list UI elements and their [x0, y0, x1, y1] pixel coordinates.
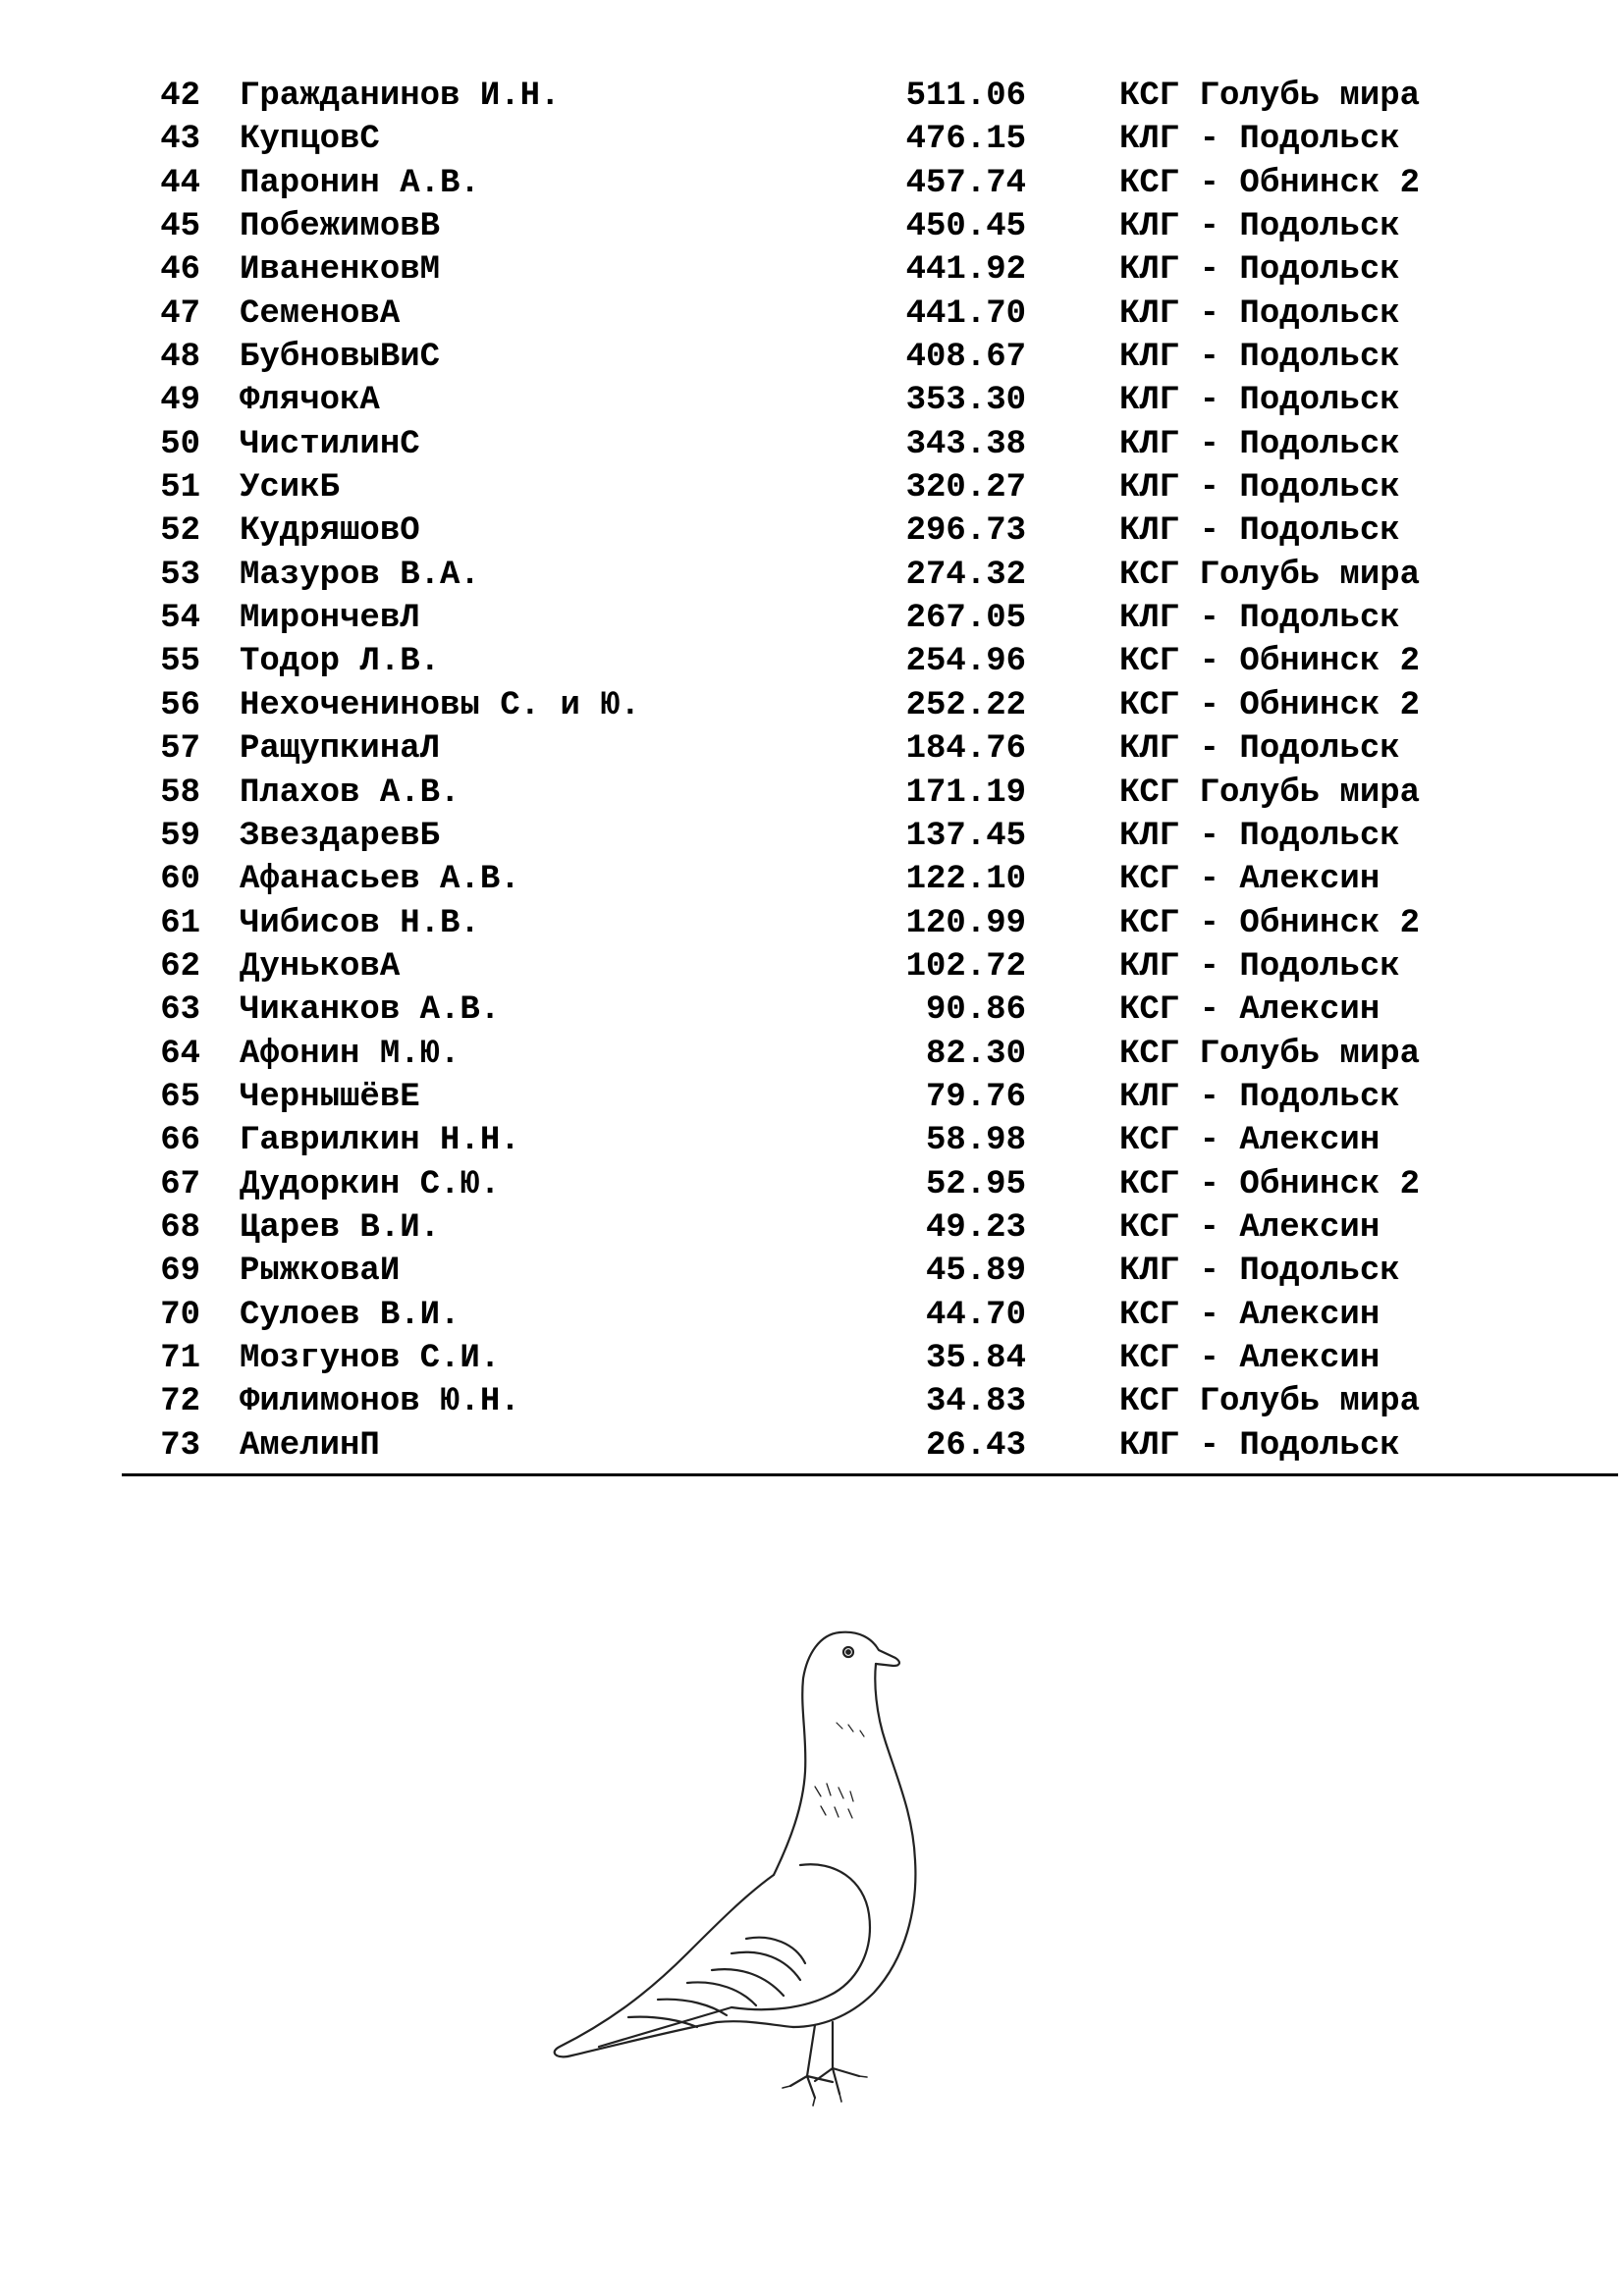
- score-cell: 52.95: [925, 1165, 1026, 1203]
- rank-cell: 65: [160, 1078, 200, 1116]
- table-row: [0, 423, 1624, 466]
- name-cell: Мазуров В.А.: [240, 556, 480, 594]
- name-cell: КупцовС: [240, 121, 380, 159]
- name-cell: ИваненковМ: [240, 251, 441, 290]
- club-cell: КЛГ - Подольск: [1119, 1426, 1400, 1465]
- club-cell: КСГ - Алексин: [1119, 1339, 1380, 1377]
- rank-cell: 66: [160, 1122, 200, 1160]
- score-cell: 457.74: [905, 164, 1026, 202]
- rank-cell: 52: [160, 512, 200, 551]
- table-row: [0, 1076, 1624, 1119]
- table-row: [0, 902, 1624, 945]
- rank-cell: 57: [160, 730, 200, 769]
- name-cell: АмелинП: [240, 1426, 380, 1465]
- rank-cell: 59: [160, 817, 200, 855]
- rank-cell: 56: [160, 686, 200, 724]
- rank-cell: 47: [160, 294, 200, 333]
- name-cell: Дудоркин С.Ю.: [240, 1165, 501, 1203]
- rank-cell: 69: [160, 1253, 200, 1291]
- score-cell: 171.19: [905, 774, 1026, 812]
- club-cell: КСГ - Обнинск 2: [1119, 904, 1421, 942]
- rank-cell: 46: [160, 251, 200, 290]
- table-bottom-rule: [122, 1473, 1618, 1476]
- club-cell: КСГ Голубь мира: [1119, 1383, 1421, 1421]
- name-cell: Гражданинов И.Н.: [240, 78, 561, 115]
- table-row: [0, 640, 1624, 683]
- rank-cell: 50: [160, 425, 200, 463]
- score-cell: 511.06: [905, 78, 1026, 115]
- table-row: [0, 248, 1624, 292]
- name-cell: Чибисов Н.В.: [240, 904, 480, 942]
- rank-cell: 67: [160, 1165, 200, 1203]
- club-cell: КЛГ - Подольск: [1119, 251, 1400, 290]
- score-cell: 267.05: [905, 600, 1026, 638]
- club-cell: КСГ - Алексин: [1119, 1296, 1380, 1334]
- table-row: [0, 1206, 1624, 1250]
- rank-cell: 72: [160, 1383, 200, 1421]
- club-cell: КЛГ - Подольск: [1119, 817, 1400, 855]
- score-cell: 184.76: [905, 730, 1026, 769]
- table-row: [0, 509, 1624, 553]
- name-cell: ДуньковА: [240, 947, 401, 986]
- table-row: [0, 162, 1624, 205]
- table-row: [0, 772, 1624, 815]
- club-cell: КСГ - Алексин: [1119, 861, 1380, 899]
- table-row: [0, 205, 1624, 248]
- score-cell: 441.92: [905, 251, 1026, 290]
- score-cell: 120.99: [905, 904, 1026, 942]
- score-cell: 296.73: [905, 512, 1026, 551]
- name-cell: РащупкинаЛ: [240, 730, 441, 769]
- name-cell: Афонин М.Ю.: [240, 1035, 460, 1073]
- score-cell: 26.43: [925, 1426, 1026, 1465]
- name-cell: Нехочениновы С. и Ю.: [240, 686, 641, 724]
- score-cell: 137.45: [905, 817, 1026, 855]
- name-cell: Филимонов Ю.Н.: [240, 1383, 520, 1421]
- table-row: [0, 75, 1624, 118]
- score-cell: 35.84: [925, 1339, 1026, 1377]
- name-cell: Тодор Л.В.: [240, 643, 441, 681]
- table-row: [0, 727, 1624, 771]
- club-cell: КСГ Голубь мира: [1119, 774, 1421, 812]
- table-row: [0, 293, 1624, 336]
- table-row: [0, 1163, 1624, 1206]
- score-cell: 408.67: [905, 339, 1026, 377]
- rank-cell: 68: [160, 1208, 200, 1247]
- club-cell: КЛГ - Подольск: [1119, 208, 1400, 246]
- score-cell: 353.30: [905, 382, 1026, 420]
- rank-cell: 43: [160, 121, 200, 159]
- table-row: [0, 1294, 1624, 1337]
- score-cell: 58.98: [925, 1122, 1026, 1160]
- club-cell: КЛГ - Подольск: [1119, 469, 1400, 507]
- score-cell: 122.10: [905, 861, 1026, 899]
- rank-cell: 45: [160, 208, 200, 246]
- name-cell: Сулоев В.И.: [240, 1296, 460, 1334]
- score-cell: 90.86: [925, 991, 1026, 1030]
- table-row: [0, 684, 1624, 727]
- club-cell: КЛГ - Подольск: [1119, 1253, 1400, 1291]
- club-cell: КСГ Голубь мира: [1119, 556, 1421, 594]
- table-row: [0, 988, 1624, 1032]
- name-cell: ФлячокА: [240, 382, 380, 420]
- name-cell: Царев В.И.: [240, 1208, 441, 1247]
- club-cell: КСГ Голубь мира: [1119, 1035, 1421, 1073]
- name-cell: ПобежимовВ: [240, 208, 441, 246]
- name-cell: КудряшовО: [240, 512, 420, 551]
- table-row: [0, 1337, 1624, 1380]
- rank-cell: 53: [160, 556, 200, 594]
- club-cell: КЛГ - Подольск: [1119, 600, 1400, 638]
- rank-cell: 63: [160, 991, 200, 1030]
- name-cell: СеменовА: [240, 294, 401, 333]
- results-table: [0, 75, 1624, 1468]
- name-cell: РыжковаИ: [240, 1253, 401, 1291]
- rank-cell: 64: [160, 1035, 200, 1073]
- rank-cell: 44: [160, 164, 200, 202]
- score-cell: 34.83: [925, 1383, 1026, 1421]
- rank-cell: 62: [160, 947, 200, 986]
- club-cell: КЛГ - Подольск: [1119, 512, 1400, 551]
- name-cell: ЧернышёвЕ: [240, 1078, 420, 1116]
- score-cell: 79.76: [925, 1078, 1026, 1116]
- club-cell: КСГ - Алексин: [1119, 1208, 1380, 1247]
- club-cell: КСГ - Алексин: [1119, 991, 1380, 1030]
- club-cell: КСГ - Обнинск 2: [1119, 643, 1421, 681]
- rank-cell: 73: [160, 1426, 200, 1465]
- name-cell: Афанасьев А.В.: [240, 861, 520, 899]
- table-row: [0, 1380, 1624, 1423]
- table-row: [0, 118, 1624, 161]
- table-row: [0, 466, 1624, 509]
- rank-cell: 48: [160, 339, 200, 377]
- score-cell: 343.38: [905, 425, 1026, 463]
- score-cell: 441.70: [905, 294, 1026, 333]
- score-cell: 45.89: [925, 1253, 1026, 1291]
- score-cell: 82.30: [925, 1035, 1026, 1073]
- rank-cell: 61: [160, 904, 200, 942]
- club-cell: КСГ - Алексин: [1119, 1122, 1380, 1160]
- pigeon-illustration: [520, 1615, 982, 2150]
- name-cell: Плахов А.В.: [240, 774, 460, 812]
- club-cell: КСГ Голубь мира: [1119, 78, 1421, 115]
- table-row: [0, 1250, 1624, 1293]
- club-cell: КЛГ - Подольск: [1119, 425, 1400, 463]
- score-cell: 49.23: [925, 1208, 1026, 1247]
- club-cell: КСГ - Обнинск 2: [1119, 164, 1421, 202]
- name-cell: Паронин А.В.: [240, 164, 480, 202]
- rank-cell: 51: [160, 469, 200, 507]
- table-row: [0, 554, 1624, 597]
- score-cell: 254.96: [905, 643, 1026, 681]
- club-cell: КЛГ - Подольск: [1119, 947, 1400, 986]
- table-row: [0, 379, 1624, 422]
- score-cell: 450.45: [905, 208, 1026, 246]
- rank-cell: 70: [160, 1296, 200, 1334]
- club-cell: КЛГ - Подольск: [1119, 730, 1400, 769]
- score-cell: 102.72: [905, 947, 1026, 986]
- name-cell: УсикБ: [240, 469, 341, 507]
- club-cell: КСГ - Обнинск 2: [1119, 1165, 1421, 1203]
- name-cell: БубновыВиС: [240, 339, 441, 377]
- score-cell: 252.22: [905, 686, 1026, 724]
- club-cell: КСГ - Обнинск 2: [1119, 686, 1421, 724]
- rank-cell: 54: [160, 600, 200, 638]
- table-row: [0, 1424, 1624, 1468]
- table-row: [0, 336, 1624, 379]
- rank-cell: 42: [160, 78, 200, 115]
- club-cell: КЛГ - Подольск: [1119, 339, 1400, 377]
- name-cell: Мозгунов С.И.: [240, 1339, 501, 1377]
- name-cell: Чиканков А.В.: [240, 991, 501, 1030]
- club-cell: КЛГ - Подольск: [1119, 121, 1400, 159]
- rank-cell: 58: [160, 774, 200, 812]
- name-cell: Гаврилкин Н.Н.: [240, 1122, 520, 1160]
- score-cell: 476.15: [905, 121, 1026, 159]
- table-row: [0, 815, 1624, 858]
- club-cell: КЛГ - Подольск: [1119, 1078, 1400, 1116]
- name-cell: ЗвездаревБ: [240, 817, 441, 855]
- rank-cell: 49: [160, 382, 200, 420]
- table-row: [0, 1033, 1624, 1076]
- name-cell: ЧистилинС: [240, 425, 420, 463]
- rank-cell: 71: [160, 1339, 200, 1377]
- table-row: [0, 945, 1624, 988]
- score-cell: 44.70: [925, 1296, 1026, 1334]
- table-row: [0, 1119, 1624, 1162]
- score-cell: 320.27: [905, 469, 1026, 507]
- rank-cell: 55: [160, 643, 200, 681]
- rank-cell: 60: [160, 861, 200, 899]
- table-row: [0, 858, 1624, 901]
- club-cell: КЛГ - Подольск: [1119, 382, 1400, 420]
- name-cell: МирончевЛ: [240, 600, 420, 638]
- club-cell: КЛГ - Подольск: [1119, 294, 1400, 333]
- score-cell: 274.32: [905, 556, 1026, 594]
- table-row: [0, 597, 1624, 640]
